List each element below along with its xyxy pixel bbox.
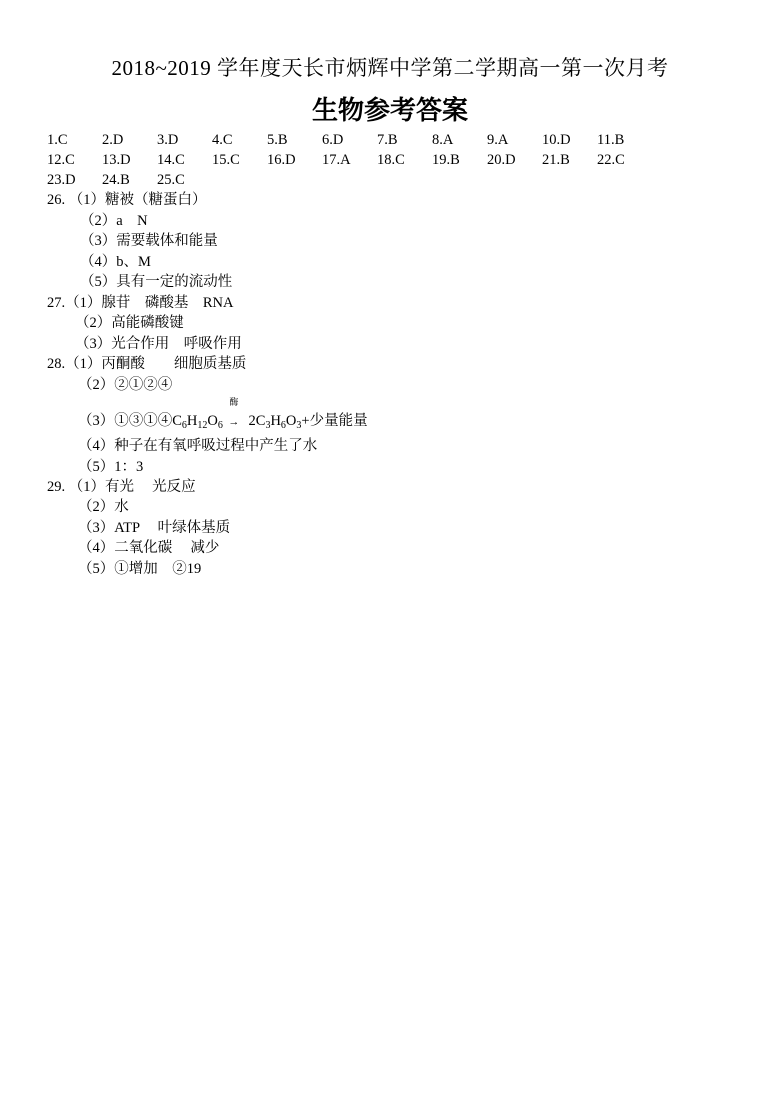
- mc-answer: 15.C: [212, 152, 240, 168]
- mc-answer: 25.C: [157, 172, 185, 188]
- mc-answer: 3.D: [157, 132, 179, 148]
- enzyme-label: 酶: [229, 397, 239, 407]
- q28-line-4: （4）种子在有氧呼吸过程中产生了水: [78, 438, 318, 454]
- enzyme-arrow: [223, 397, 245, 432]
- reactant-o-subscript: 6: [217, 420, 223, 431]
- mc-answer: 11.B: [597, 132, 625, 148]
- q29-line-3: （3）ATP 叶绿体基质: [78, 520, 231, 536]
- q26-line-5: （5）具有一定的流动性: [80, 274, 233, 290]
- equation-prefix: （3）①③①④C: [78, 413, 182, 429]
- mc-answer: 4.C: [212, 132, 233, 148]
- mc-answer: 10.D: [542, 132, 571, 148]
- reaction-arrow-icon: →: [228, 416, 240, 428]
- page-title: 2018~2019 学年度天长市炳辉中学第二学期高一第一次月考: [111, 56, 669, 80]
- product-c-subscript: 3: [265, 420, 271, 431]
- mc-answer: 9.A: [487, 132, 509, 148]
- mc-answer: 21.B: [542, 152, 570, 168]
- mc-answer: 7.B: [377, 132, 398, 148]
- product-o-subscript: 3: [296, 420, 302, 431]
- product-prefix: 2C: [248, 413, 266, 429]
- mc-answer: 2.D: [102, 132, 124, 148]
- q29-line-4: （4）二氧化碳 减少: [78, 540, 220, 556]
- q28-line-5: （5）1：3: [78, 459, 144, 475]
- q28-line-1: 28.（1）丙酮酸 细胞质基质: [47, 356, 247, 372]
- mc-answer: 1.C: [47, 132, 68, 148]
- mc-answer: 24.B: [102, 172, 130, 188]
- product-h-symbol: H: [270, 413, 281, 429]
- mc-answer: 19.B: [432, 152, 460, 168]
- q29-line-2: （2）水: [78, 499, 129, 515]
- equation-suffix: +少量能量: [301, 413, 368, 429]
- q27-line-2: （2）高能磷酸键: [75, 315, 184, 331]
- mc-answer: 8.A: [432, 132, 454, 148]
- reactant-o-symbol: O: [207, 413, 218, 429]
- mc-answer: 22.C: [597, 152, 625, 168]
- mc-answer: 5.B: [267, 132, 288, 148]
- reactant-h-subscript: 12: [197, 420, 208, 431]
- mc-answer: 13.D: [102, 152, 131, 168]
- mc-answer: 12.C: [47, 152, 75, 168]
- product-o-symbol: O: [285, 413, 297, 429]
- q29-line-1: 29. （1）有光 光反应: [47, 479, 196, 495]
- mc-answer: 16.D: [267, 152, 296, 168]
- q27-line-3: （3）光合作用 呼吸作用: [75, 336, 242, 352]
- mc-answer: 18.C: [377, 152, 405, 168]
- mc-answer: 14.C: [157, 152, 185, 168]
- q26-line-2: （2）a N: [80, 213, 148, 229]
- q26-line-4: （4）b、M: [80, 254, 151, 270]
- page-subtitle: 生物参考答案: [311, 96, 468, 126]
- product-h-subscript: 6: [280, 420, 286, 431]
- reactant-c-subscript: 6: [181, 420, 187, 431]
- mc-answer: 20.D: [487, 152, 516, 168]
- mc-answer: 17.A: [322, 152, 351, 168]
- q29-line-5: （5）①增加 ②19: [78, 561, 202, 577]
- q26-line-3: （3）需要载体和能量: [80, 233, 218, 249]
- q26-line-1: 26. （1）糖被（糖蛋白）: [47, 192, 207, 208]
- mc-answer: 23.D: [47, 172, 76, 188]
- q28-line-2: （2）②①②④: [78, 377, 173, 393]
- reactant-h-symbol: H: [186, 413, 198, 429]
- q28-equation: [78, 397, 368, 432]
- q27-line-1: 27.（1）腺苷 磷酸基 RNA: [47, 295, 234, 311]
- mc-answer: 6.D: [322, 132, 344, 148]
